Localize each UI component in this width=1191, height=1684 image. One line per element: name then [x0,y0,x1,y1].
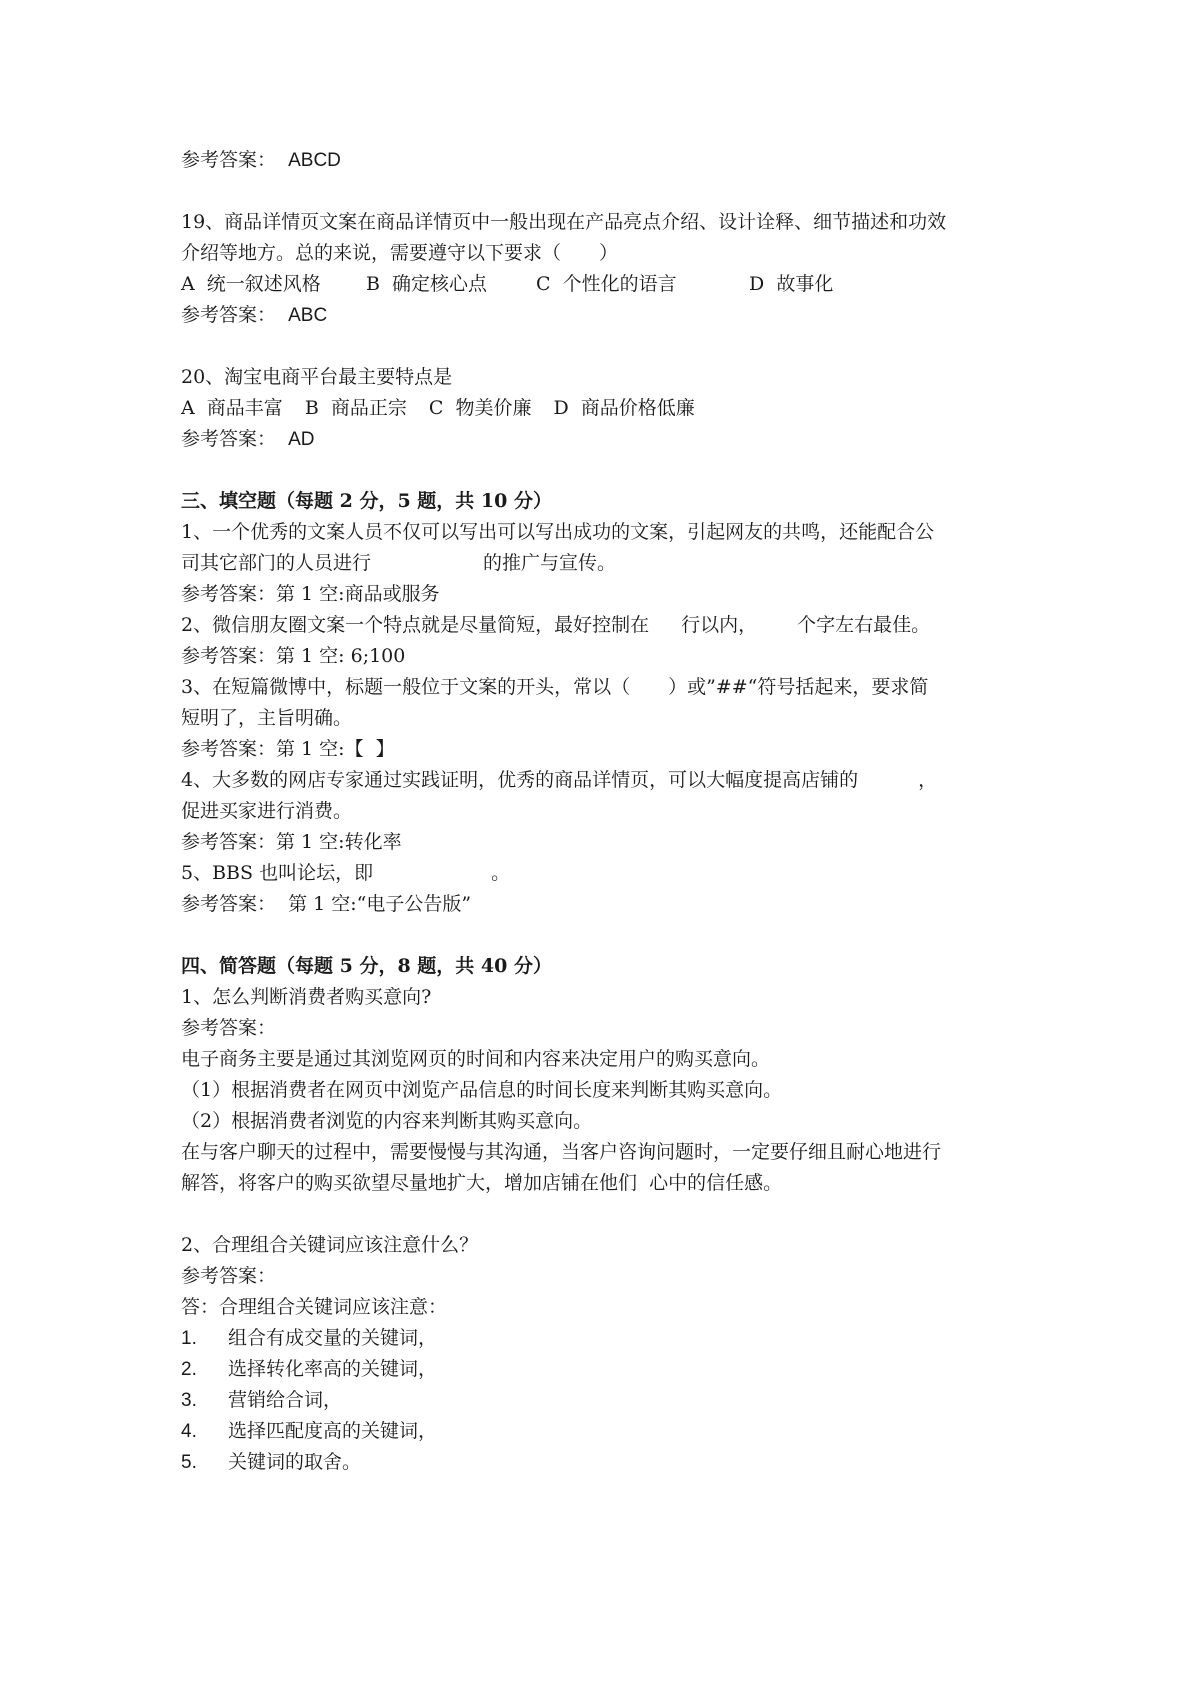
text-segment: ， [918,769,938,791]
list-number: 2. [181,1359,197,1380]
option-d: D 故事化 [749,273,834,295]
question-19-options [181,269,1021,300]
option-b: B 确定核心点 [366,273,488,295]
short-q1-answer-line: 在与客户聊天的过程中，需要慢慢与其沟通，当客户咨询问题时，一定要仔细且耐心地进行 [181,1141,942,1163]
list-item [181,1385,1021,1416]
list-number: 5. [181,1452,197,1473]
fill-q5-line1 [181,858,1021,889]
document-page [181,145,1021,1478]
list-item [181,1354,1021,1385]
section-heading-fill-blank: 三、填空题（每题 2 分，5 题，共 10 分） [181,490,552,512]
short-q2-intro: 答：合理组合关键词应该注意： [181,1296,448,1318]
answer-label: 参考答案： [181,149,277,171]
fill-q4-line1 [181,765,1021,796]
text-segment: 司其它部门的人员进行 [181,552,372,574]
question-19-line2: 介绍等地方。总的来说，需要遵守以下要求（ ） [181,242,619,264]
option-c: C 物美价廉 [428,397,532,419]
short-q1-answer-line: （2）根据消费者浏览的内容来判断其购买意向。 [181,1110,593,1132]
text-segment: 4、大多数的网店专家通过实践证明，优秀的商品详情页，可以大幅度提高店铺的 [181,769,859,791]
short-q1-answer-line: 电子商务主要是通过其浏览网页的时间和内容来决定用户的购买意向。 [181,1048,771,1070]
fill-q3-answer: 参考答案：第 1 空:【 】 [181,738,395,760]
list-item [181,1447,1021,1478]
list-text: 营销给合词， [228,1389,343,1411]
fill-q2-line1 [181,610,1021,641]
short-q2-answer-label: 参考答案： [181,1265,277,1287]
short-q2-question: 2、合理组合关键词应该注意什么？ [181,1234,479,1256]
text-segment: 2、微信朋友圈文案一个特点就是尽量简短，最好控制在 [181,614,650,636]
answer-label: 参考答案： [181,428,277,450]
fill-q3-line1: 3、在短篇微博中，标题一般位于文案的开头，常以（ ）或”##“符号括起来，要求简 [181,676,929,698]
question-20-options [181,393,1021,424]
numbered-list [181,1323,1021,1478]
question-19-line1: 19、商品详情页文案在商品详情页中一般出现在产品亮点介绍、设计诠释、细节描述和功效 [181,211,947,233]
list-text: 选择匹配度高的关键词， [228,1420,438,1442]
text-segment: 的推广与宣传。 [483,552,617,574]
option-a: A 商品丰富 [181,397,283,419]
short-q1-answer-line: 解答，将客户的购买欲望尽量地扩大，增加店铺在他们 心中的信任感。 [181,1172,783,1194]
fill-q2-answer: 参考答案：第 1 空: 6;100 [181,645,406,667]
list-number: 3. [181,1390,197,1411]
list-item [181,1323,1021,1354]
fill-q1-answer: 参考答案：第 1 空:商品或服务 [181,583,440,605]
fill-q1-line1: 1、一个优秀的文案人员不仅可以写出可以写出成功的文案，引起网友的共鸣，还能配合公 [181,521,935,543]
answer-value: ABC [288,305,328,326]
list-text: 选择转化率高的关键词， [228,1358,438,1380]
list-number: 4. [181,1421,197,1442]
short-q1-answer-label: 参考答案： [181,1017,277,1039]
option-d: D 商品价格低廉 [553,397,695,419]
text-segment: 个字左右最佳。 [797,614,931,636]
question-20: 20、淘宝电商平台最主要特点是 [181,366,453,388]
option-a: A 统一叙述风格 [181,273,321,295]
fill-q5-answer: 参考答案： 第 1 空:“电子公告版” [181,893,472,915]
fill-q4-answer: 参考答案：第 1 空:转化率 [181,831,402,853]
answer-label: 参考答案： [181,304,277,326]
fill-q3-line2: 短明了，主旨明确。 [181,707,353,729]
answer-value: ABCD [288,150,341,171]
fill-q1-line2 [181,548,1021,579]
text-segment: 行以内， [681,614,758,636]
short-q1-question: 1、怎么判断消费者购买意向? [181,986,432,1008]
answer-q19 [181,300,1021,331]
list-text: 关键词的取舍。 [228,1451,362,1473]
text-segment: 。 [491,862,511,884]
short-q1-answer-line: （1）根据消费者在网页中浏览产品信息的时间长度来判断其购买意向。 [181,1079,783,1101]
section-heading-short-answer: 四、简答题（每题 5 分，8 题，共 40 分） [181,955,552,977]
fill-q4-line2: 促进买家进行消费。 [181,800,353,822]
answer-q20 [181,424,1021,455]
list-number: 1. [181,1328,197,1349]
list-item [181,1416,1021,1447]
list-text: 组合有成交量的关键词， [228,1327,438,1349]
option-b: B 商品正宗 [304,397,407,419]
text-segment: 5、BBS 也叫论坛，即 [181,862,374,884]
option-c: C 个性化的语言 [536,273,677,295]
answer-q18 [181,145,1021,176]
answer-value: AD [288,429,315,450]
